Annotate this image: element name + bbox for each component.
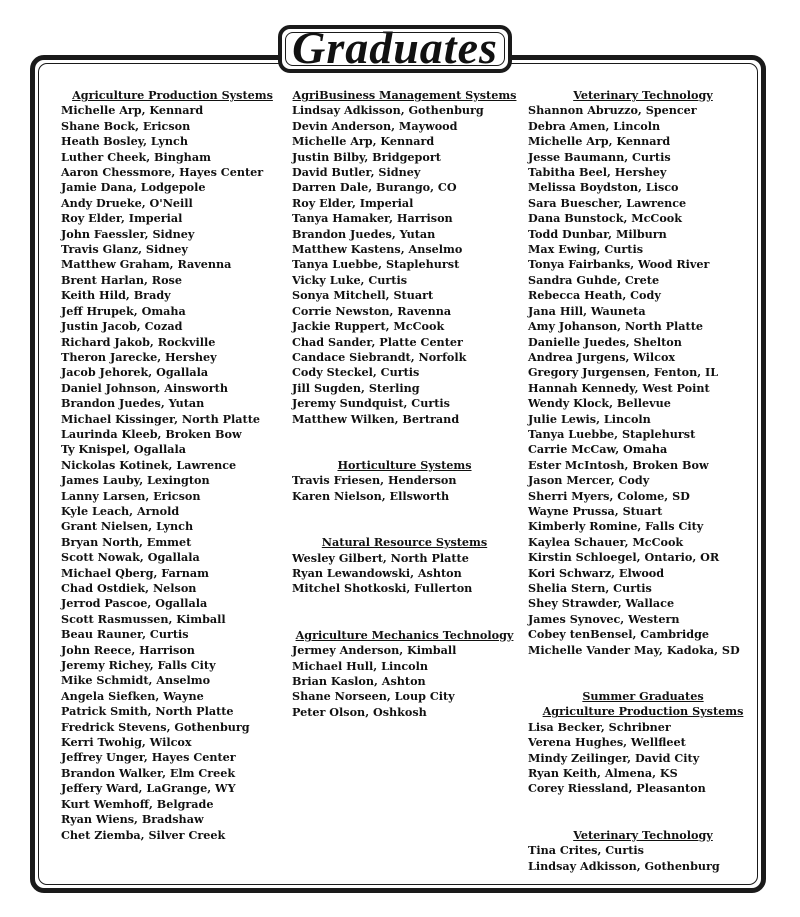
graduate-name: Ty Knispel, Ogallala bbox=[61, 442, 186, 457]
graduate-name: Michelle Arp, Kennard bbox=[528, 134, 671, 149]
graduate-name: Mitchel Shotkoski, Fullerton bbox=[292, 581, 473, 596]
column-3 bbox=[528, 88, 758, 874]
graduate-name: Kori Schwarz, Elwood bbox=[528, 565, 665, 580]
graduate-name: Michael Kissinger, North Platte bbox=[61, 411, 260, 426]
graduate-name: Aaron Chessmore, Hayes Center bbox=[61, 165, 264, 180]
graduate-name: Debra Amen, Lincoln bbox=[528, 118, 661, 133]
name-list-agribusiness bbox=[292, 103, 517, 427]
graduate-name: Jeffery Ward, LaGrange, WY bbox=[61, 781, 236, 796]
graduate-name: Shane Norseen, Loup City bbox=[292, 689, 455, 704]
name-list-ag-mechanics bbox=[292, 643, 517, 720]
graduate-name: Luther Cheek, Bingham bbox=[61, 149, 211, 164]
graduate-name: John Faessler, Sidney bbox=[61, 226, 195, 241]
graduate-name: Vicky Luke, Curtis bbox=[292, 272, 407, 287]
graduate-name: Kirstin Schloegel, Ontario, OR bbox=[528, 550, 720, 565]
graduate-name: Roy Elder, Imperial bbox=[61, 211, 183, 226]
page-title: Graduates bbox=[292, 22, 498, 73]
graduate-name: Scott Nowak, Ogallala bbox=[61, 550, 200, 565]
graduate-name: Jill Sugden, Sterling bbox=[292, 380, 420, 395]
graduate-name: Todd Dunbar, Milburn bbox=[528, 226, 667, 241]
graduate-name: Danielle Juedes, Shelton bbox=[528, 334, 682, 349]
graduate-name: Jeff Hrupek, Omaha bbox=[61, 303, 186, 318]
graduate-name: Wendy Klock, Bellevue bbox=[528, 396, 671, 411]
name-list-natural-resource bbox=[292, 551, 517, 597]
name-list-vet-tech bbox=[528, 103, 758, 658]
graduate-name: Corey Riessland, Pleasanton bbox=[528, 781, 706, 796]
graduate-name: Scott Rasmussen, Kimball bbox=[61, 611, 226, 626]
graduate-name: Michael Qberg, Farnam bbox=[61, 565, 209, 580]
graduate-name: Cody Steckel, Curtis bbox=[292, 365, 420, 380]
graduate-name: Kimberly Romine, Falls City bbox=[528, 519, 704, 534]
section-heading-ag-production: Agriculture Production Systems bbox=[72, 88, 273, 102]
graduate-name: Kaylea Schauer, McCook bbox=[528, 534, 684, 549]
graduate-name: Michelle Arp, Kennard bbox=[61, 103, 204, 118]
graduate-name: Devin Anderson, Maywood bbox=[292, 118, 458, 133]
graduate-name: Jamie Dana, Lodgepole bbox=[61, 180, 206, 195]
graduate-name: James Lauby, Lexington bbox=[61, 473, 210, 488]
graduate-name: Tabitha Beel, Hershey bbox=[528, 165, 667, 180]
graduate-name: Brandon Juedes, Yutan bbox=[292, 226, 436, 241]
graduate-name: Travis Friesen, Henderson bbox=[292, 473, 457, 488]
graduate-name: Keith Hild, Brady bbox=[61, 288, 171, 303]
section-heading-summer-vet-tech: Veterinary Technology bbox=[573, 827, 713, 842]
graduate-name: Melissa Boydston, Lisco bbox=[528, 180, 679, 195]
graduate-name: Verena Hughes, Wellfleet bbox=[528, 735, 686, 750]
graduate-name: Kyle Leach, Arnold bbox=[61, 503, 180, 518]
graduate-name: Jacob Jehorek, Ogallala bbox=[61, 365, 209, 380]
graduate-name: Tonya Fairbanks, Wood River bbox=[528, 257, 710, 272]
graduate-name: Ester McIntosh, Broken Bow bbox=[528, 457, 709, 472]
graduate-name: Julie Lewis, Lincoln bbox=[528, 411, 651, 426]
graduate-name: Angela Siefken, Wayne bbox=[61, 688, 204, 703]
section-heading-summer-graduates: Summer Graduates bbox=[582, 689, 704, 704]
graduate-name: Dana Bunstock, McCook bbox=[528, 211, 683, 226]
graduate-name: Justin Bilby, Bridgeport bbox=[292, 149, 441, 164]
column-1 bbox=[61, 88, 276, 843]
graduate-name: Matthew Graham, Ravenna bbox=[61, 257, 232, 272]
graduate-name: Tina Crites, Curtis bbox=[528, 843, 644, 858]
title-banner bbox=[278, 22, 512, 73]
graduate-name: Jeffrey Unger, Hayes Center bbox=[61, 750, 236, 765]
graduate-name: Sherri Myers, Colome, SD bbox=[528, 488, 690, 503]
graduate-name: Tanya Luebbe, Staplehurst bbox=[528, 426, 696, 441]
graduate-name: Jana Hill, Wauneta bbox=[528, 303, 646, 318]
graduate-name: Bryan North, Emmet bbox=[61, 534, 192, 549]
graduate-name: Lindsay Adkisson, Gothenburg bbox=[292, 103, 484, 118]
graduate-name: Darren Dale, Burango, CO bbox=[292, 180, 457, 195]
graduate-name: David Butler, Sidney bbox=[292, 165, 421, 180]
graduate-name: Jesse Baumann, Curtis bbox=[528, 149, 671, 164]
graduate-name: James Synovec, Western bbox=[528, 611, 680, 626]
section-heading-agribusiness: AgriBusiness Management Systems bbox=[292, 88, 517, 102]
name-list-horticulture bbox=[292, 473, 517, 504]
graduate-name: Lanny Larsen, Ericson bbox=[61, 488, 201, 503]
graduate-name: Shannon Abruzzo, Spencer bbox=[528, 103, 697, 118]
graduate-name: Cobey tenBensel, Cambridge bbox=[528, 627, 710, 642]
graduate-name: Laurinda Kleeb, Broken Bow bbox=[61, 426, 242, 441]
graduate-name: Rebecca Heath, Cody bbox=[528, 288, 661, 303]
graduate-name: Sara Buescher, Lawrence bbox=[528, 195, 687, 210]
graduate-name: Jerrod Pascoe, Ogallala bbox=[61, 596, 208, 611]
graduate-name: Brandon Juedes, Yutan bbox=[61, 396, 205, 411]
graduate-name: Ryan Wiens, Bradshaw bbox=[61, 812, 204, 827]
graduate-name: Wayne Prussa, Stuart bbox=[528, 503, 663, 518]
name-list-summer-ag-production bbox=[528, 720, 758, 797]
graduate-name: Tanya Hamaker, Harrison bbox=[292, 211, 453, 226]
graduate-name: Michael Hull, Lincoln bbox=[292, 658, 428, 673]
graduate-name: Hannah Kennedy, West Point bbox=[528, 380, 710, 395]
graduate-name: Grant Nielsen, Lynch bbox=[61, 519, 194, 534]
graduate-name: Kerri Twohig, Wilcox bbox=[61, 735, 192, 750]
graduate-name: Richard Jakob, Rockville bbox=[61, 334, 216, 349]
graduate-name: Michelle Vander May, Kadoka, SD bbox=[528, 642, 740, 657]
graduate-name: Daniel Johnson, Ainsworth bbox=[61, 380, 228, 395]
graduate-name: Brian Kaslon, Ashton bbox=[292, 674, 426, 688]
graduate-name: Max Ewing, Curtis bbox=[528, 242, 643, 257]
graduate-name: Chet Ziemba, Silver Creek bbox=[61, 827, 226, 842]
graduate-name: Mindy Zeilinger, David City bbox=[528, 750, 700, 765]
graduate-name: Ryan Lewandowski, Ashton bbox=[292, 565, 462, 580]
graduate-name: Peter Olson, Oshkosh bbox=[292, 704, 427, 719]
graduate-name: Brandon Walker, Elm Creek bbox=[61, 765, 236, 780]
column-2 bbox=[292, 88, 517, 720]
graduate-name: Sonya Mitchell, Stuart bbox=[292, 288, 434, 303]
graduate-name: Shelia Stern, Curtis bbox=[528, 581, 652, 595]
graduate-name: Shey Strawder, Wallace bbox=[528, 596, 675, 611]
section-heading-ag-mechanics: Agriculture Mechanics Technology bbox=[295, 627, 514, 642]
graduate-name: Fredrick Stevens, Gothenburg bbox=[61, 719, 250, 734]
graduate-name: Lindsay Adkisson, Gothenburg bbox=[528, 858, 720, 873]
graduate-name: Chad Ostdiek, Nelson bbox=[61, 581, 197, 595]
graduate-name: Karen Nielson, Ellsworth bbox=[292, 488, 450, 503]
graduate-name: Roy Elder, Imperial bbox=[292, 195, 414, 210]
graduate-name: John Reece, Harrison bbox=[61, 642, 195, 657]
graduate-name: Sandra Guhde, Crete bbox=[528, 272, 660, 287]
graduate-name: Patrick Smith, North Platte bbox=[61, 704, 234, 719]
graduate-name: Jackie Ruppert, McCook bbox=[292, 319, 445, 334]
graduate-name: Andrea Jurgens, Wilcox bbox=[528, 349, 676, 364]
graduate-name: Carrie McCaw, Omaha bbox=[528, 442, 668, 457]
graduate-name: Lisa Becker, Schribner bbox=[528, 719, 671, 734]
name-list-ag-production bbox=[61, 103, 276, 843]
graduate-name: Jeremy Richey, Falls City bbox=[61, 658, 216, 673]
section-heading-natural-resource: Natural Resource Systems bbox=[321, 535, 488, 550]
graduate-name: Jason Mercer, Cody bbox=[528, 473, 650, 488]
graduate-name: Amy Johanson, North Platte bbox=[528, 319, 704, 334]
graduate-name: Heath Bosley, Lynch bbox=[61, 134, 188, 149]
graduate-name: Matthew Wilken, Bertrand bbox=[292, 411, 460, 426]
section-subheading-summer-ag-production: Agriculture Production Systems bbox=[542, 704, 744, 719]
graduate-name: Ryan Keith, Almena, KS bbox=[528, 766, 678, 781]
graduate-name: Justin Jacob, Cozad bbox=[61, 319, 183, 334]
graduate-name: Beau Rauner, Curtis bbox=[61, 627, 189, 642]
graduate-name: Andy Drueke, O'Neill bbox=[61, 195, 193, 210]
graduate-name: Kurt Wemhoff, Belgrade bbox=[61, 796, 214, 811]
graduate-name: Nickolas Kotinek, Lawrence bbox=[61, 457, 237, 472]
graduate-name: Matthew Kastens, Anselmo bbox=[292, 242, 463, 257]
graduate-name: Shane Bock, Ericson bbox=[61, 118, 191, 133]
graduate-name: Tanya Luebbe, Staplehurst bbox=[292, 257, 460, 272]
section-heading-horticulture: Horticulture Systems bbox=[337, 457, 472, 472]
graduate-name: Jermey Anderson, Kimball bbox=[292, 643, 457, 658]
graduate-name: Corrie Newston, Ravenna bbox=[292, 303, 452, 318]
graduate-name: Gregory Jurgensen, Fenton, IL bbox=[528, 365, 719, 380]
graduate-name: Mike Schmidt, Anselmo bbox=[61, 673, 211, 688]
graduate-name: Brent Harlan, Rose bbox=[61, 272, 182, 287]
graduate-name: Travis Glanz, Sidney bbox=[61, 242, 188, 257]
name-list-summer-vet-tech bbox=[528, 843, 758, 874]
graduate-name: Chad Sander, Platte Center bbox=[292, 334, 463, 349]
section-heading-vet-tech: Veterinary Technology bbox=[573, 88, 713, 102]
graduate-name: Jeremy Sundquist, Curtis bbox=[292, 396, 450, 411]
graduate-name: Candace Siebrandt, Norfolk bbox=[292, 349, 467, 364]
graduate-name: Wesley Gilbert, North Platte bbox=[292, 550, 469, 565]
graduate-name: Theron Jarecke, Hershey bbox=[61, 349, 217, 364]
graduate-name: Michelle Arp, Kennard bbox=[292, 134, 435, 149]
